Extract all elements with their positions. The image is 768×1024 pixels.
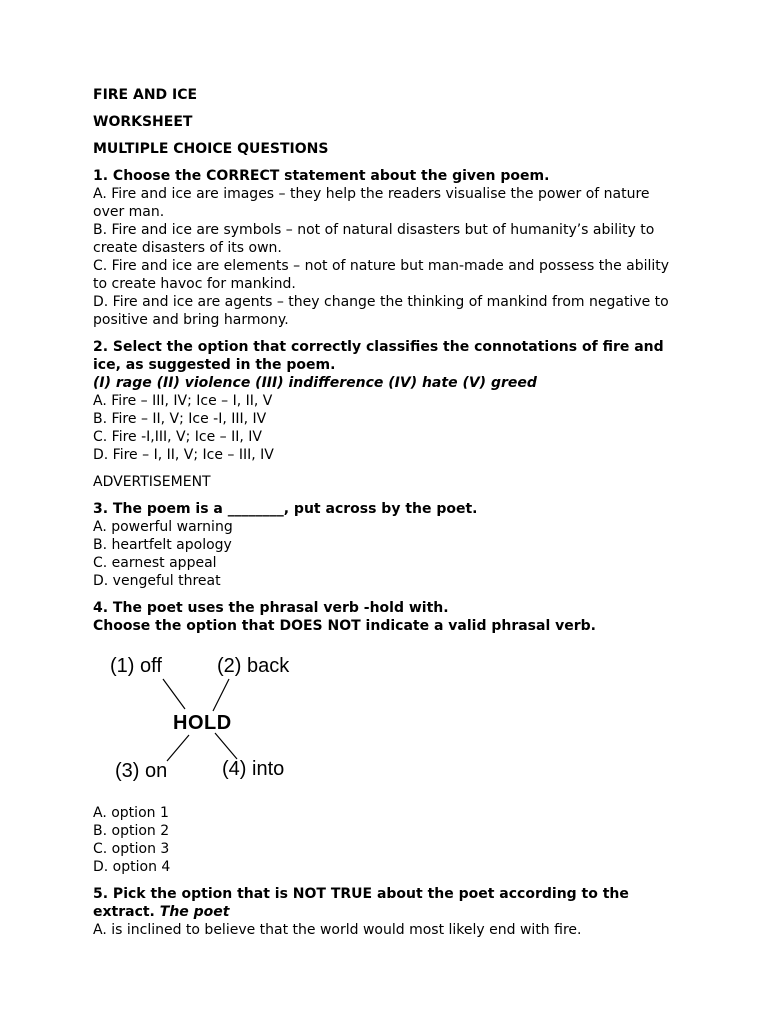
question-2-connotation-list: (I) rage (II) violence (III) indifference (IV) hate (V) greed [93,375,537,391]
question-4-option-a: A. option 1 [93,805,169,821]
diagram-center-hold: HOLD [173,712,232,734]
question-3-option-b: B. heartfelt apology [93,537,232,553]
diagram-label-on: (3) on [115,760,168,782]
section-heading: MULTIPLE CHOICE QUESTIONS [93,141,329,157]
connector-line-top-right [213,679,229,711]
question-2-option-a: A. Fire – III, IV; Ice – I, II, V [93,393,273,409]
question-2-option-b: B. Fire – II, V; Ice -I, III, IV [93,411,267,427]
document-title: FIRE AND ICE [93,87,198,103]
connector-line-top-left [163,679,185,709]
question-4-stem-line-1: 4. The poet uses the phrasal verb -hold with. [93,600,449,616]
question-4-options [93,804,683,876]
question-3 [93,500,683,590]
question-5-stem-text: 5. Pick the option that is NOT TRUE about the poet according to the extract. [93,886,629,920]
worksheet-page [93,86,683,948]
question-5 [93,885,683,939]
advertisement-label: ADVERTISEMENT [93,474,211,490]
diagram-label-back: (2) back [217,655,290,677]
question-5-option-a: A. is inclined to believe that the world would most likely end with fire. [93,922,582,938]
question-4 [93,599,683,876]
question-4-stem-line-2: Choose the option that DOES NOT indicate a valid phrasal verb. [93,618,596,634]
question-3-option-a: A. powerful warning [93,519,233,535]
question-3-option-d: D. vengeful threat [93,573,221,589]
document-subtitle: WORKSHEET [93,114,193,130]
question-5-stem-italic: The poet [159,904,230,920]
question-2-option-d: D. Fire – I, II, V; Ice – III, IV [93,447,274,463]
question-1-option-c: C. Fire and ice are elements – not of nature but man-made and possess the ability to create havoc for mankind. [93,258,670,292]
question-5-stem [93,885,683,921]
question-2-option-c: C. Fire -I,III, V; Ice – II, IV [93,429,262,445]
question-4-option-c: C. option 3 [93,841,170,857]
diagram-label-into: (4) into [222,758,285,780]
connector-line-bottom-right [215,733,237,759]
question-1 [93,167,683,329]
question-1-option-d: D. Fire and ice are agents – they change the thinking of mankind from negative to positive and bring harmony. [93,294,669,328]
question-1-option-b: B. Fire and ice are symbols – not of natural disasters but of humanity’s ability to create disasters of its own. [93,222,655,256]
question-1-option-a: A. Fire and ice are images – they help the readers visualise the power of nature over man. [93,186,650,220]
phrasal-verb-diagram [101,651,321,791]
question-3-option-c: C. earnest appeal [93,555,217,571]
question-3-stem: 3. The poem is a ________, put across by the poet. [93,501,478,517]
question-1-stem: 1. Choose the CORRECT statement about the given poem. [93,168,550,184]
question-4-option-d: D. option 4 [93,859,171,875]
question-2 [93,338,683,464]
diagram-label-off: (1) off [110,655,162,677]
question-2-stem: 2. Select the option that correctly classifies the connotations of fire and ice, as suggested in the poem. [93,339,664,373]
connector-line-bottom-left [167,735,189,761]
question-4-option-b: B. option 2 [93,823,170,839]
